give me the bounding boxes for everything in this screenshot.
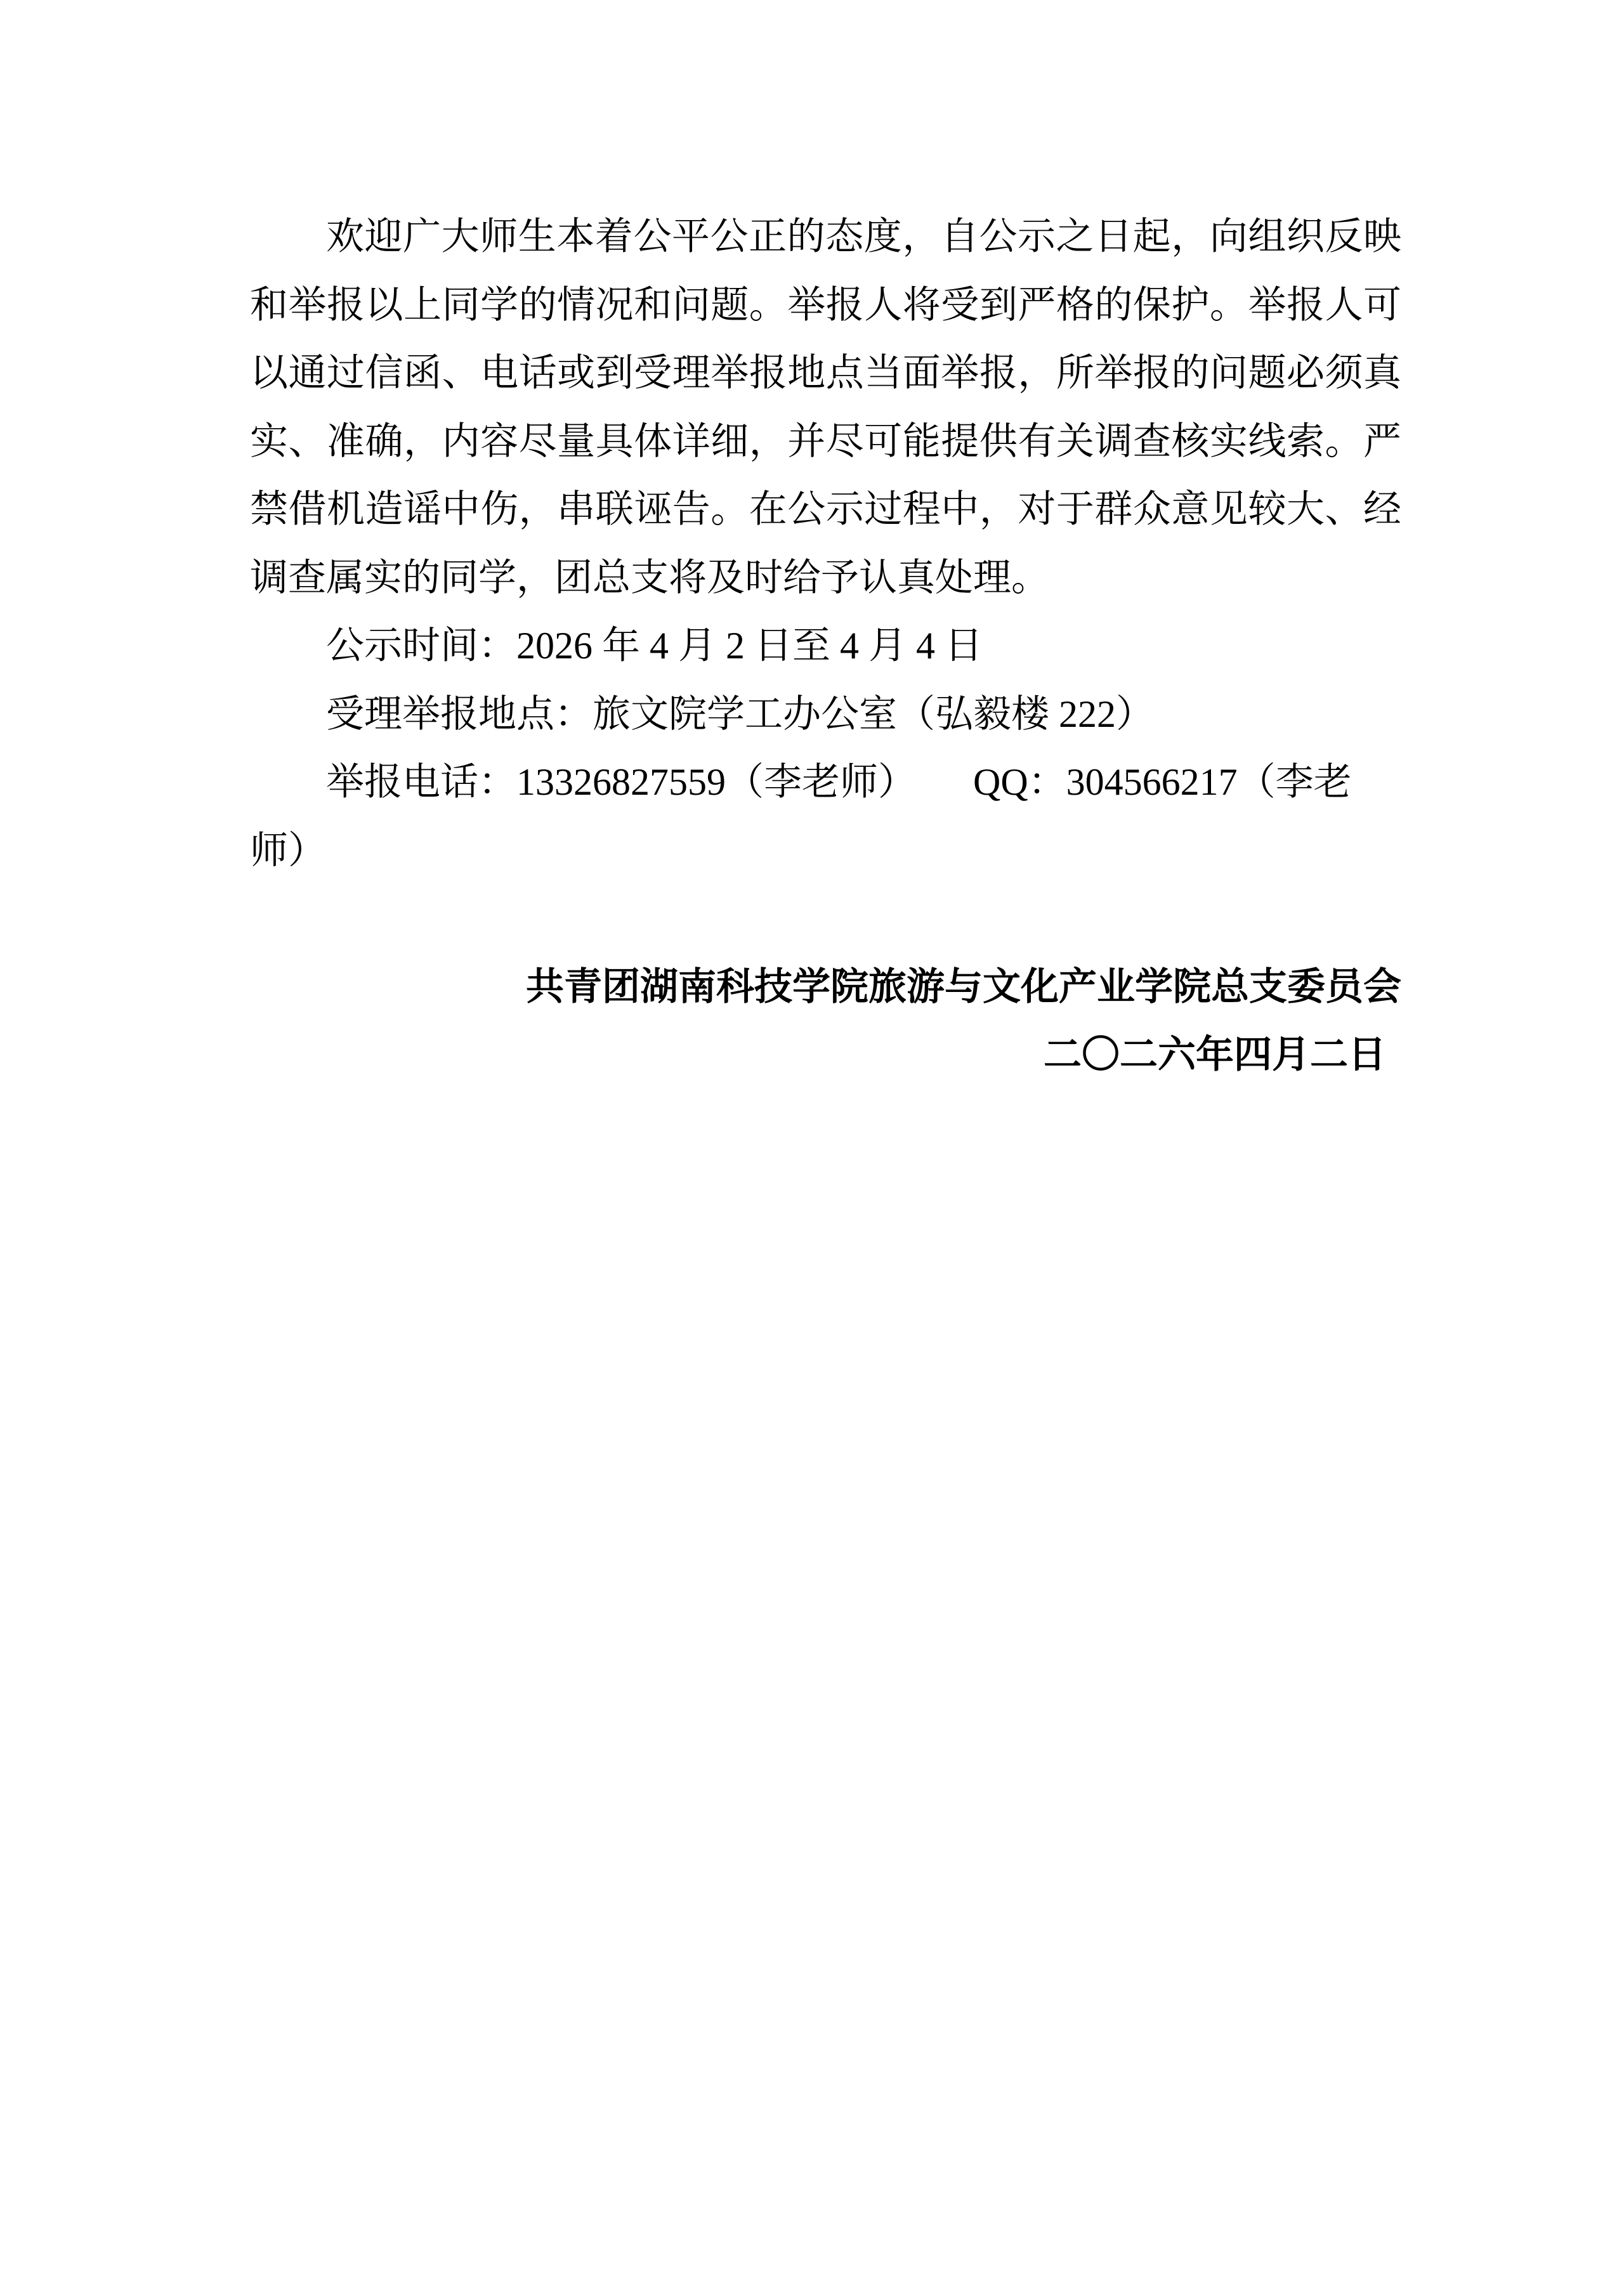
publicity-period-line: 公示时间：2026 年 4 月 2 日至 4 月 4 日 <box>326 625 983 667</box>
report-phone-line: 举报电话：13326827559（李老师） QQ：304566217（李老师） <box>250 761 1352 871</box>
blank-line <box>250 885 1401 953</box>
document-body <box>250 203 1401 1090</box>
paragraph-line: 和举报以上同学的情况和问题。举报人将受到严格的保护。举报人可 <box>250 284 1401 326</box>
paragraph-line: 实、准确，内容尽量具体详细，并尽可能提供有关调查核实线索。严 <box>250 420 1401 462</box>
signature-date: 二〇二六年四月二日 <box>1044 1034 1386 1076</box>
signature-committee: 共青团湖南科技学院旅游与文化产业学院总支委员会 <box>526 965 1401 1008</box>
notice-paragraph <box>250 203 1401 612</box>
paragraph-line: 调查属实的同学，团总支将及时给予认真处理。 <box>250 556 1049 599</box>
paragraph-line: 禁借机造谣中伤，串联诬告。在公示过程中，对于群众意见较大、经 <box>250 488 1401 530</box>
paragraph-line: 以通过信函、电话或到受理举报地点当面举报，所举报的问题必须真 <box>250 352 1401 394</box>
report-location-line: 受理举报地点：旅文院学工办公室（弘毅楼 222） <box>326 693 1154 735</box>
paragraph-line: 欢迎广大师生本着公平公正的态度，自公示之日起，向组织反映 <box>326 216 1401 258</box>
